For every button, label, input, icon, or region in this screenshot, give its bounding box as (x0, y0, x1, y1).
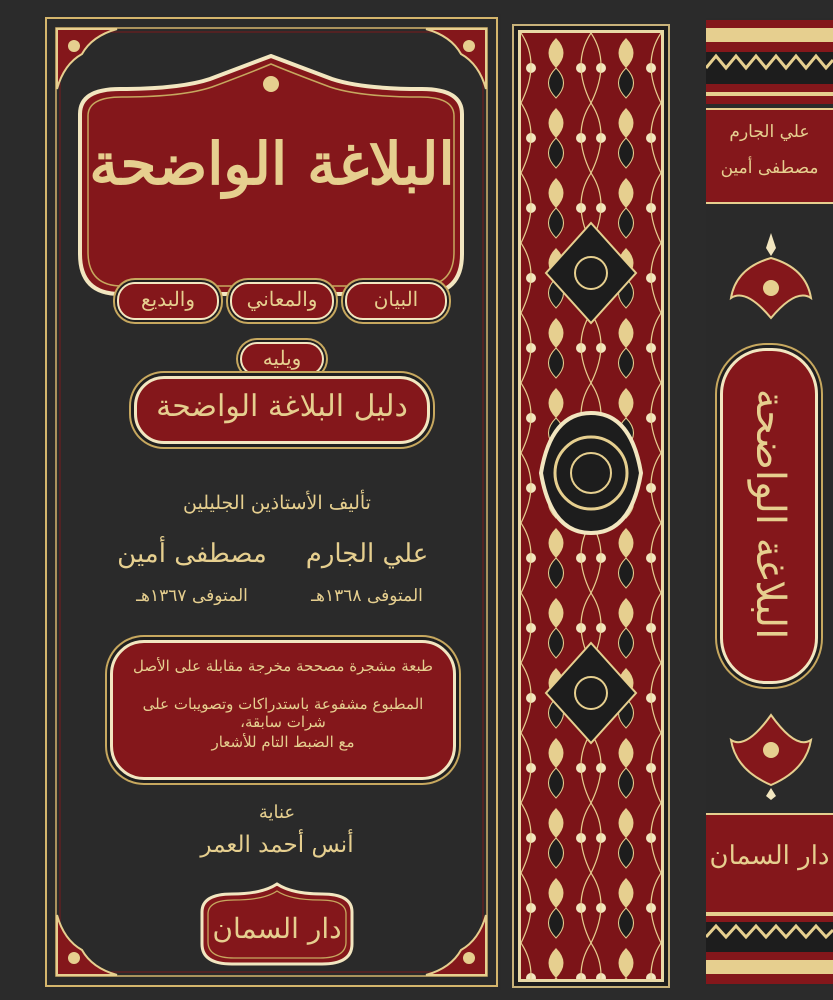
book-spine (706, 18, 833, 986)
front-cover (42, 14, 501, 990)
spine-top-ornament (726, 228, 816, 348)
spine-title: البلاغة الواضحة (747, 388, 793, 640)
spine-title-plaque (720, 348, 818, 684)
subtitle-plaque-2 (230, 282, 334, 320)
spine-bottom-band (706, 904, 833, 984)
spine-bottom-ornament (726, 690, 816, 800)
spine-author-2: مصطفى أمين (720, 158, 819, 178)
corner-ornament-bottom-right (421, 910, 491, 980)
subtitle-badi: والبديع (140, 287, 196, 311)
corner-ornament-bottom-left (52, 910, 122, 980)
subtitle-bayan: البيان (373, 287, 419, 311)
subtitle-maani: والمعاني (246, 287, 318, 311)
subtitle-plaque-3 (345, 282, 447, 320)
second-title: دليل البلاغة الواضحة (156, 389, 408, 424)
edition-note-line-1: طبعة مشجرة مصححة مخرجة مقابلة على الأصل (133, 657, 433, 675)
ornamental-strip (518, 30, 664, 982)
spine-publisher-panel (706, 813, 833, 907)
author-2-name: مصطفى أمين (117, 539, 267, 569)
second-title-plaque (134, 376, 430, 444)
followed-by-badge (240, 342, 324, 376)
care-label: عناية (258, 802, 296, 823)
spine-top-band (706, 18, 833, 106)
book-title: البلاغة الواضحة (89, 130, 455, 198)
edition-note-line-2: المطبوع مشفوعة باستدراكات وتصويبات على شرات سابقة، (142, 695, 424, 731)
subtitle-plaque-1 (117, 282, 219, 320)
spine-publisher: دار السمان (709, 841, 830, 871)
spine-author-1: علي الجارم (729, 122, 810, 142)
edition-note-line-3: مع الضبط التام للأشعار (211, 733, 355, 751)
author-1-death: المتوفى ١٣٦٨هـ (311, 586, 423, 606)
authorship-heading: تأليف الأستاذين الجليلين (183, 492, 371, 514)
editor-name: أنس أحمد العمر (200, 832, 354, 858)
author-2-death: المتوفى ١٣٦٧هـ (136, 586, 248, 606)
spine-authors-panel (706, 108, 833, 204)
publisher-name: دار السمان (212, 912, 342, 945)
followed-by-label: ويليه (262, 346, 302, 370)
author-1-name: علي الجارم (305, 539, 429, 569)
arabesque-pattern (521, 33, 661, 979)
edition-note-plaque (110, 640, 456, 780)
